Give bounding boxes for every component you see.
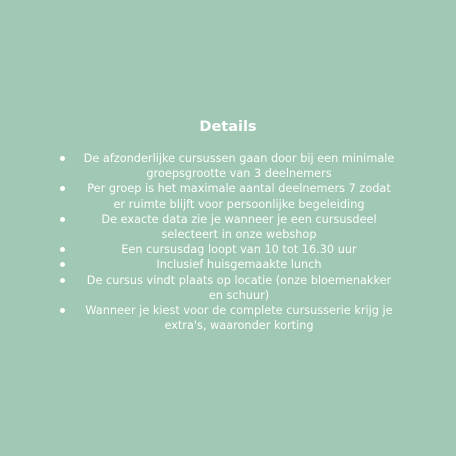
list-item-text: De afzonderlijke cursussen gaan door bij een minimale groepsgrootte van 3 deelnemers: [83, 152, 395, 181]
bullet-icon: [60, 308, 65, 313]
bullet-icon: [60, 217, 65, 222]
list-item-text: Per groep is het maximale aantal deelnemers 7 zodat er ruimte blijft voor persoonlijke begeleiding: [87, 182, 391, 211]
list-item: [58, 273, 398, 303]
list-item-text: Inclusief huisgemaakte lunch: [156, 258, 322, 272]
list-item: [58, 212, 398, 242]
bullet-icon: [60, 278, 65, 283]
details-list: [58, 151, 398, 333]
bullet-icon: [60, 156, 65, 161]
list-item-text: De cursus vindt plaats op locatie (onze bloemenakker en schuur): [86, 273, 392, 302]
list-item: [58, 303, 398, 333]
list-item: [58, 242, 398, 257]
list-item-text: Wanneer je kiest voor de complete cursusserie krijg je extra's, waaronder korting: [85, 304, 393, 333]
list-item-text: Een cursusdag loopt van 10 tot 16.30 uur: [121, 243, 357, 257]
list-item-text: De exacte data zie je wanneer je een cursusdeel selecteert in onze webshop: [101, 212, 377, 242]
bullet-icon: [60, 262, 65, 267]
details-title: Details: [199, 119, 257, 135]
bullet-icon: [60, 186, 65, 191]
list-item: [58, 257, 398, 272]
list-item: [58, 151, 398, 181]
list-item: [58, 181, 398, 211]
bullet-icon: [60, 247, 65, 252]
